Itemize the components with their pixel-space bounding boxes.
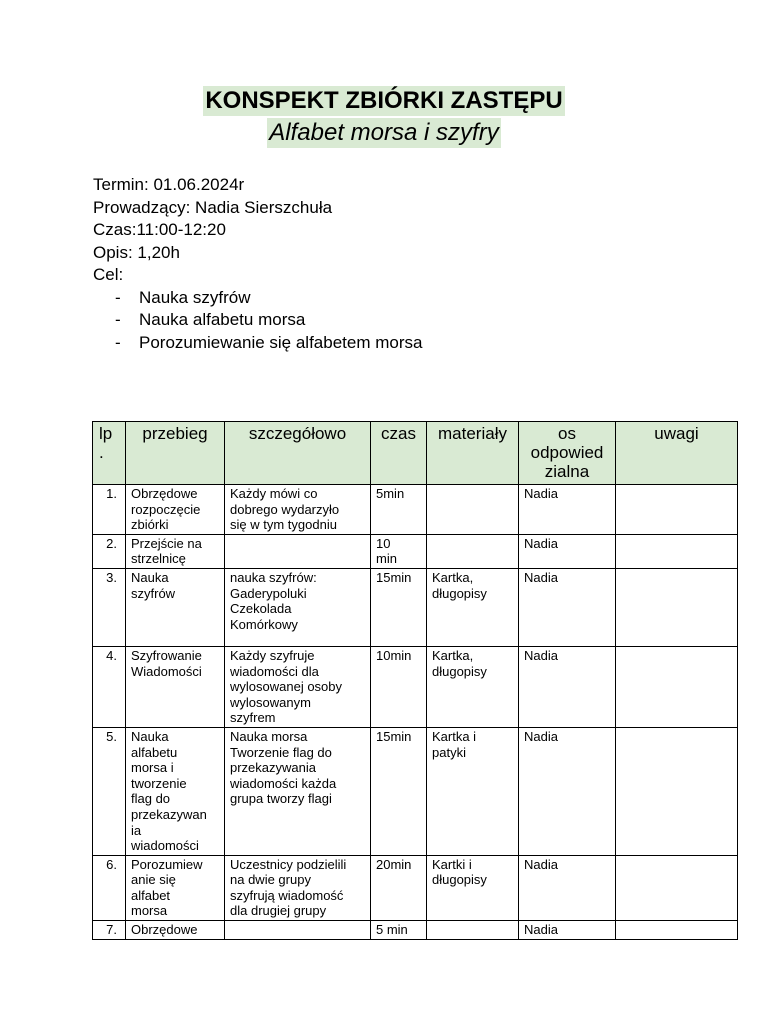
cell-osoba: Nadia — [519, 921, 616, 940]
cell-materialy — [427, 921, 519, 940]
meta-termin: Termin: 01.06.2024r — [93, 175, 245, 194]
cell-osoba: Nadia — [519, 727, 616, 855]
cell-przebieg: Nauka alfabetu morsa i tworzenie flag do przekazywan ia wiadomości — [126, 727, 225, 855]
cell-szczegolowo: Każdy mówi co dobrego wydarzyło się w tym tygodniu — [225, 485, 371, 535]
document-title: KONSPEKT ZBIÓRKI ZASTĘPU — [205, 87, 563, 114]
cell-uwagi — [616, 568, 738, 646]
table-row — [93, 534, 738, 568]
header-szczegolowo: szczegółowo — [225, 422, 371, 485]
cell-szczegolowo: Nauka morsa Tworzenie flag do przekazywania wiadomości każda grupa tworzy flagi — [225, 727, 371, 855]
cell-czas: 15min — [371, 727, 427, 855]
cell-szczegolowo: nauka szyfrów: Gaderypoluki Czekolada Komórkowy — [225, 568, 371, 646]
cell-uwagi — [616, 646, 738, 727]
cell-czas: 5min — [371, 485, 427, 535]
goals-list — [93, 287, 422, 355]
cell-lp: 3. — [93, 568, 126, 646]
cell-materialy: Kartki i długopisy — [427, 855, 519, 920]
header-osoba: os odpowied zialna — [519, 422, 616, 485]
title-container — [0, 86, 768, 116]
header-czas: czas — [371, 422, 427, 485]
cell-osoba: Nadia — [519, 855, 616, 920]
cell-lp: 6. — [93, 855, 126, 920]
bullet-dash: - — [115, 287, 121, 307]
table-body — [93, 485, 738, 940]
cell-osoba: Nadia — [519, 568, 616, 646]
cell-przebieg: Szyfrowanie Wiadomości — [126, 646, 225, 727]
bullet-dash: - — [115, 332, 121, 352]
cell-osoba: Nadia — [519, 485, 616, 535]
header-przebieg: przebieg — [126, 422, 225, 485]
cell-materialy: Kartka, długopisy — [427, 646, 519, 727]
cell-lp: 1. — [93, 485, 126, 535]
table-header-row — [93, 422, 738, 485]
goal-item — [93, 309, 422, 332]
table-row — [93, 921, 738, 940]
cell-przebieg: Obrzędowe rozpoczęcie zbiórki — [126, 485, 225, 535]
cell-uwagi — [616, 921, 738, 940]
cell-szczegolowo: Każdy szyfruje wiadomości dla wylosowanej osoby wylosowanym szyfrem — [225, 646, 371, 727]
goal-item — [93, 287, 422, 310]
subtitle-container — [0, 118, 768, 148]
cell-szczegolowo: Uczestnicy podzielili na dwie grupy szyfrują wiadomość dla drugiej grupy — [225, 855, 371, 920]
cell-materialy — [427, 485, 519, 535]
cell-materialy — [427, 534, 519, 568]
cell-przebieg: Nauka szyfrów — [126, 568, 225, 646]
table-row — [93, 727, 738, 855]
meta-cel-label: Cel: — [93, 265, 124, 284]
cell-materialy: Kartka i patyki — [427, 727, 519, 855]
goal-text: Nauka alfabetu morsa — [139, 310, 306, 329]
table-row — [93, 855, 738, 920]
cell-czas: 10min — [371, 646, 427, 727]
header-uwagi: uwagi — [616, 422, 738, 485]
header-lp: lp . — [93, 422, 126, 485]
document-subtitle: Alfabet morsa i szyfry — [269, 119, 499, 146]
cell-czas: 5 min — [371, 921, 427, 940]
bullet-dash: - — [115, 310, 121, 329]
meta-opis: Opis: 1,20h — [93, 242, 180, 262]
cell-osoba: Nadia — [519, 646, 616, 727]
cell-szczegolowo — [225, 921, 371, 940]
cell-lp: 4. — [93, 646, 126, 727]
cell-osoba: Nadia — [519, 534, 616, 568]
cell-czas: 15min — [371, 568, 427, 646]
cell-uwagi — [616, 855, 738, 920]
meta-section — [93, 174, 422, 354]
goal-text: Porozumiewanie się alfabetem morsa — [139, 332, 423, 352]
table-row — [93, 485, 738, 535]
cell-przebieg: Przejście na strzelnicę — [126, 534, 225, 568]
cell-czas: 10 min — [371, 534, 427, 568]
cell-lp: 7. — [93, 921, 126, 940]
cell-uwagi — [616, 727, 738, 855]
meta-czas: Czas:11:00-12:20 — [93, 220, 226, 239]
cell-czas: 20min — [371, 855, 427, 920]
meta-prowadzacy: Prowadzący: Nadia Sierszchuła — [93, 197, 333, 217]
cell-lp: 5. — [93, 727, 126, 855]
table-row — [93, 568, 738, 646]
goal-item — [93, 332, 422, 355]
cell-przebieg: Porozumiew anie się alfabet morsa — [126, 855, 225, 920]
cell-uwagi — [616, 485, 738, 535]
cell-uwagi — [616, 534, 738, 568]
cell-szczegolowo — [225, 534, 371, 568]
cell-materialy: Kartka, długopisy — [427, 568, 519, 646]
header-materialy: materiały — [427, 422, 519, 485]
cell-lp: 2. — [93, 534, 126, 568]
plan-table — [92, 421, 738, 940]
cell-przebieg: Obrzędowe — [126, 921, 225, 940]
table-row — [93, 646, 738, 727]
goal-text: Nauka szyfrów — [139, 287, 251, 307]
